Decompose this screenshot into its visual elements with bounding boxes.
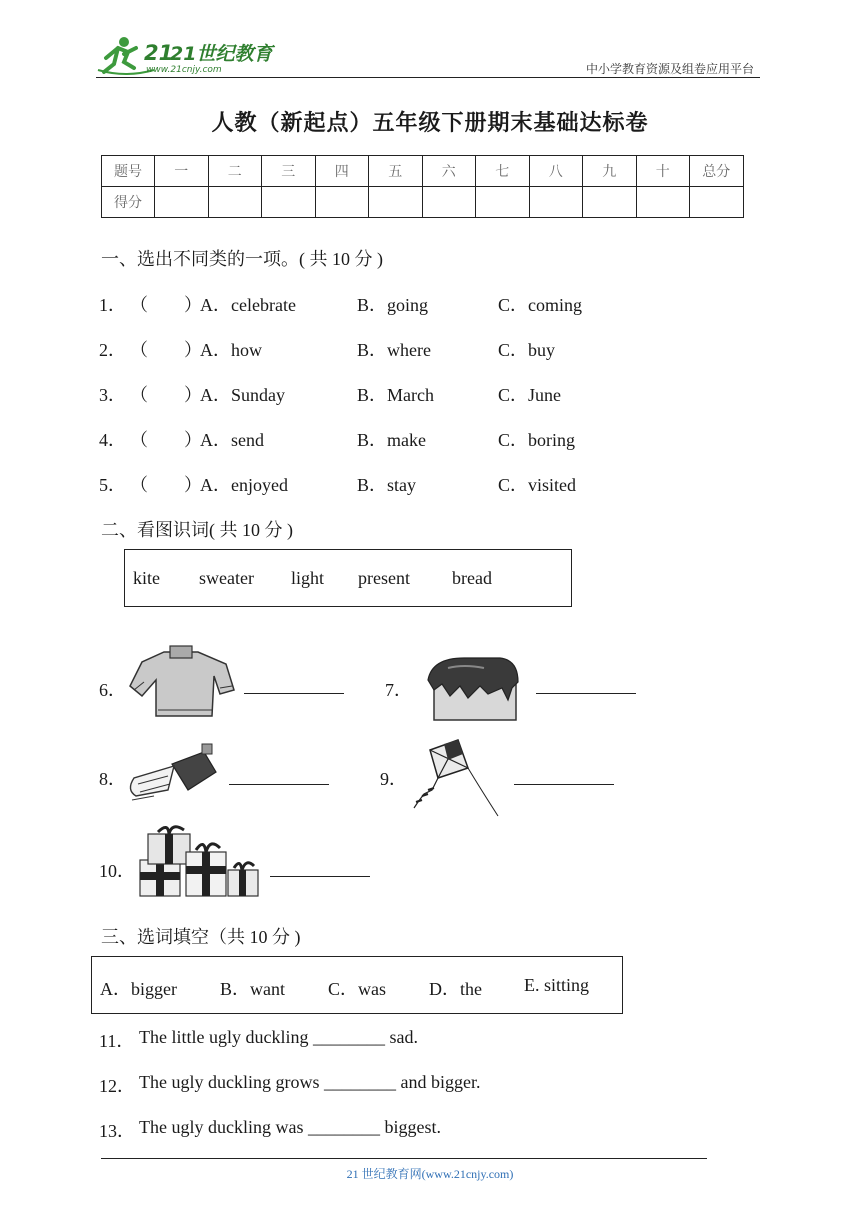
score-input-cell[interactable] (262, 187, 316, 218)
score-input-cell[interactable] (529, 187, 583, 218)
option-c: C．boring (498, 430, 576, 450)
sentence-text[interactable]: The little ugly duckling ________ sad. (139, 1027, 418, 1047)
question-5 (0, 471, 860, 497)
score-cell: 九 (583, 156, 637, 187)
word-bank-item: present (358, 568, 410, 588)
answer-blank[interactable] (536, 693, 636, 694)
section3-heading: 三、选词填空（共 10 分 ) (101, 927, 301, 947)
score-input-cell[interactable] (369, 187, 423, 218)
picture-item-number: 8． (99, 769, 126, 789)
kite-picture (408, 738, 500, 818)
score-input-cell[interactable] (422, 187, 476, 218)
question-number: 2． (99, 340, 126, 360)
word-bank-item: kite (133, 568, 160, 588)
question-1 (0, 291, 860, 317)
answer-paren[interactable]: （ ） (130, 340, 202, 360)
option-b: B．make (357, 430, 426, 450)
score-cell: 三 (262, 156, 316, 187)
question-number: 13． (99, 1121, 135, 1141)
word-bank (124, 549, 572, 607)
question-number: 11． (99, 1031, 135, 1051)
option-c: C．June (498, 385, 561, 405)
option-item: E. sitting (524, 975, 590, 995)
footer-link[interactable]: 21 世纪教育网(www.21cnjy.com) (346, 1167, 514, 1181)
option-box (91, 956, 623, 1014)
option-item: B．want (220, 979, 285, 999)
option-a: A．celebrate (200, 295, 296, 315)
sentence-text[interactable]: The ugly duckling grows ________ and bigger. (139, 1072, 481, 1092)
sentence-11 (0, 1027, 860, 1053)
option-a: A．send (200, 430, 264, 450)
option-b: B．stay (357, 475, 417, 495)
option-item: A．bigger (100, 979, 177, 999)
score-input-cell[interactable] (208, 187, 262, 218)
option-item: C．was (328, 979, 386, 999)
picture-item-number: 9． (380, 769, 407, 789)
logo-text: 21世纪教育 (170, 43, 273, 65)
score-input-cell[interactable] (636, 187, 690, 218)
svg-text:www.21cnjy.com: www.21cnjy.com (146, 65, 222, 75)
option-b: B．going (357, 295, 429, 315)
question-number: 4． (99, 430, 126, 450)
section1-heading: 一、选出不同类的一项。( 共 10 分 ) (101, 249, 383, 269)
sentence-13 (0, 1117, 860, 1143)
answer-paren[interactable]: （ ） (130, 430, 202, 450)
answer-blank[interactable] (514, 784, 614, 785)
score-table-score-row (102, 187, 744, 218)
answer-blank[interactable] (244, 693, 344, 694)
option-item: D．the (429, 979, 482, 999)
score-cell: 七 (476, 156, 530, 187)
svg-text:21: 21 (144, 41, 174, 65)
page-title: 人教（新起点）五年级下册期末基础达标卷 (211, 111, 649, 136)
score-cell: 二 (208, 156, 262, 187)
score-cell: 总分 (690, 156, 744, 187)
platform-name: 中小学教育资源及组卷应用平台 (585, 62, 754, 76)
option-b: B．March (357, 385, 434, 405)
answer-paren[interactable]: （ ） (130, 475, 202, 495)
score-input-cell[interactable] (315, 187, 369, 218)
answer-blank[interactable] (270, 876, 370, 877)
option-c: C．visited (498, 475, 577, 495)
score-table (101, 155, 744, 218)
sentence-text[interactable]: The ugly duckling was ________ biggest. (139, 1117, 441, 1137)
question-number: 3． (99, 385, 126, 405)
picture-item-number: 7． (385, 680, 412, 700)
option-b: B．where (357, 340, 431, 360)
score-input-cell[interactable] (583, 187, 637, 218)
site-logo (96, 34, 273, 80)
option-a: A．Sunday (200, 385, 285, 405)
score-table-header-row (102, 156, 744, 187)
question-2 (0, 336, 860, 362)
score-cell: 八 (529, 156, 583, 187)
question-3 (0, 381, 860, 407)
sentence-12 (0, 1072, 860, 1098)
question-number: 1． (99, 295, 126, 315)
answer-paren[interactable]: （ ） (130, 385, 202, 405)
answer-blank[interactable] (229, 784, 329, 785)
question-number: 12． (99, 1076, 135, 1096)
score-cell: 五 (369, 156, 423, 187)
score-cell: 四 (315, 156, 369, 187)
answer-paren[interactable]: （ ） (130, 295, 202, 315)
score-cell: 题号 (102, 156, 155, 187)
score-cell: 十 (636, 156, 690, 187)
option-c: C．coming (498, 295, 582, 315)
score-row-label: 得分 (102, 187, 155, 218)
option-a: A．enjoyed (200, 475, 288, 495)
bread-picture (424, 654, 520, 724)
score-cell: 六 (422, 156, 476, 187)
footer-divider (101, 1158, 707, 1159)
present-picture (138, 826, 262, 902)
score-input-cell[interactable] (155, 187, 209, 218)
option-a: A．how (200, 340, 262, 360)
header-divider (96, 77, 760, 78)
score-input-cell[interactable] (476, 187, 530, 218)
score-input-cell[interactable] (690, 187, 744, 218)
word-bank-item: light (291, 568, 325, 588)
word-bank-item: bread (452, 568, 492, 588)
question-number: 5． (99, 475, 126, 495)
picture-item-number: 6． (99, 680, 126, 700)
option-c: C．buy (498, 340, 556, 360)
word-bank-item: sweater (199, 568, 254, 588)
score-cell: 一 (155, 156, 209, 187)
light-picture (124, 742, 220, 808)
picture-item-number: 10． (99, 861, 135, 881)
sweater-picture (128, 646, 238, 724)
question-4 (0, 426, 860, 452)
section2-heading: 二、看图识词( 共 10 分 ) (101, 520, 293, 540)
running-man-logo-icon (96, 34, 273, 80)
